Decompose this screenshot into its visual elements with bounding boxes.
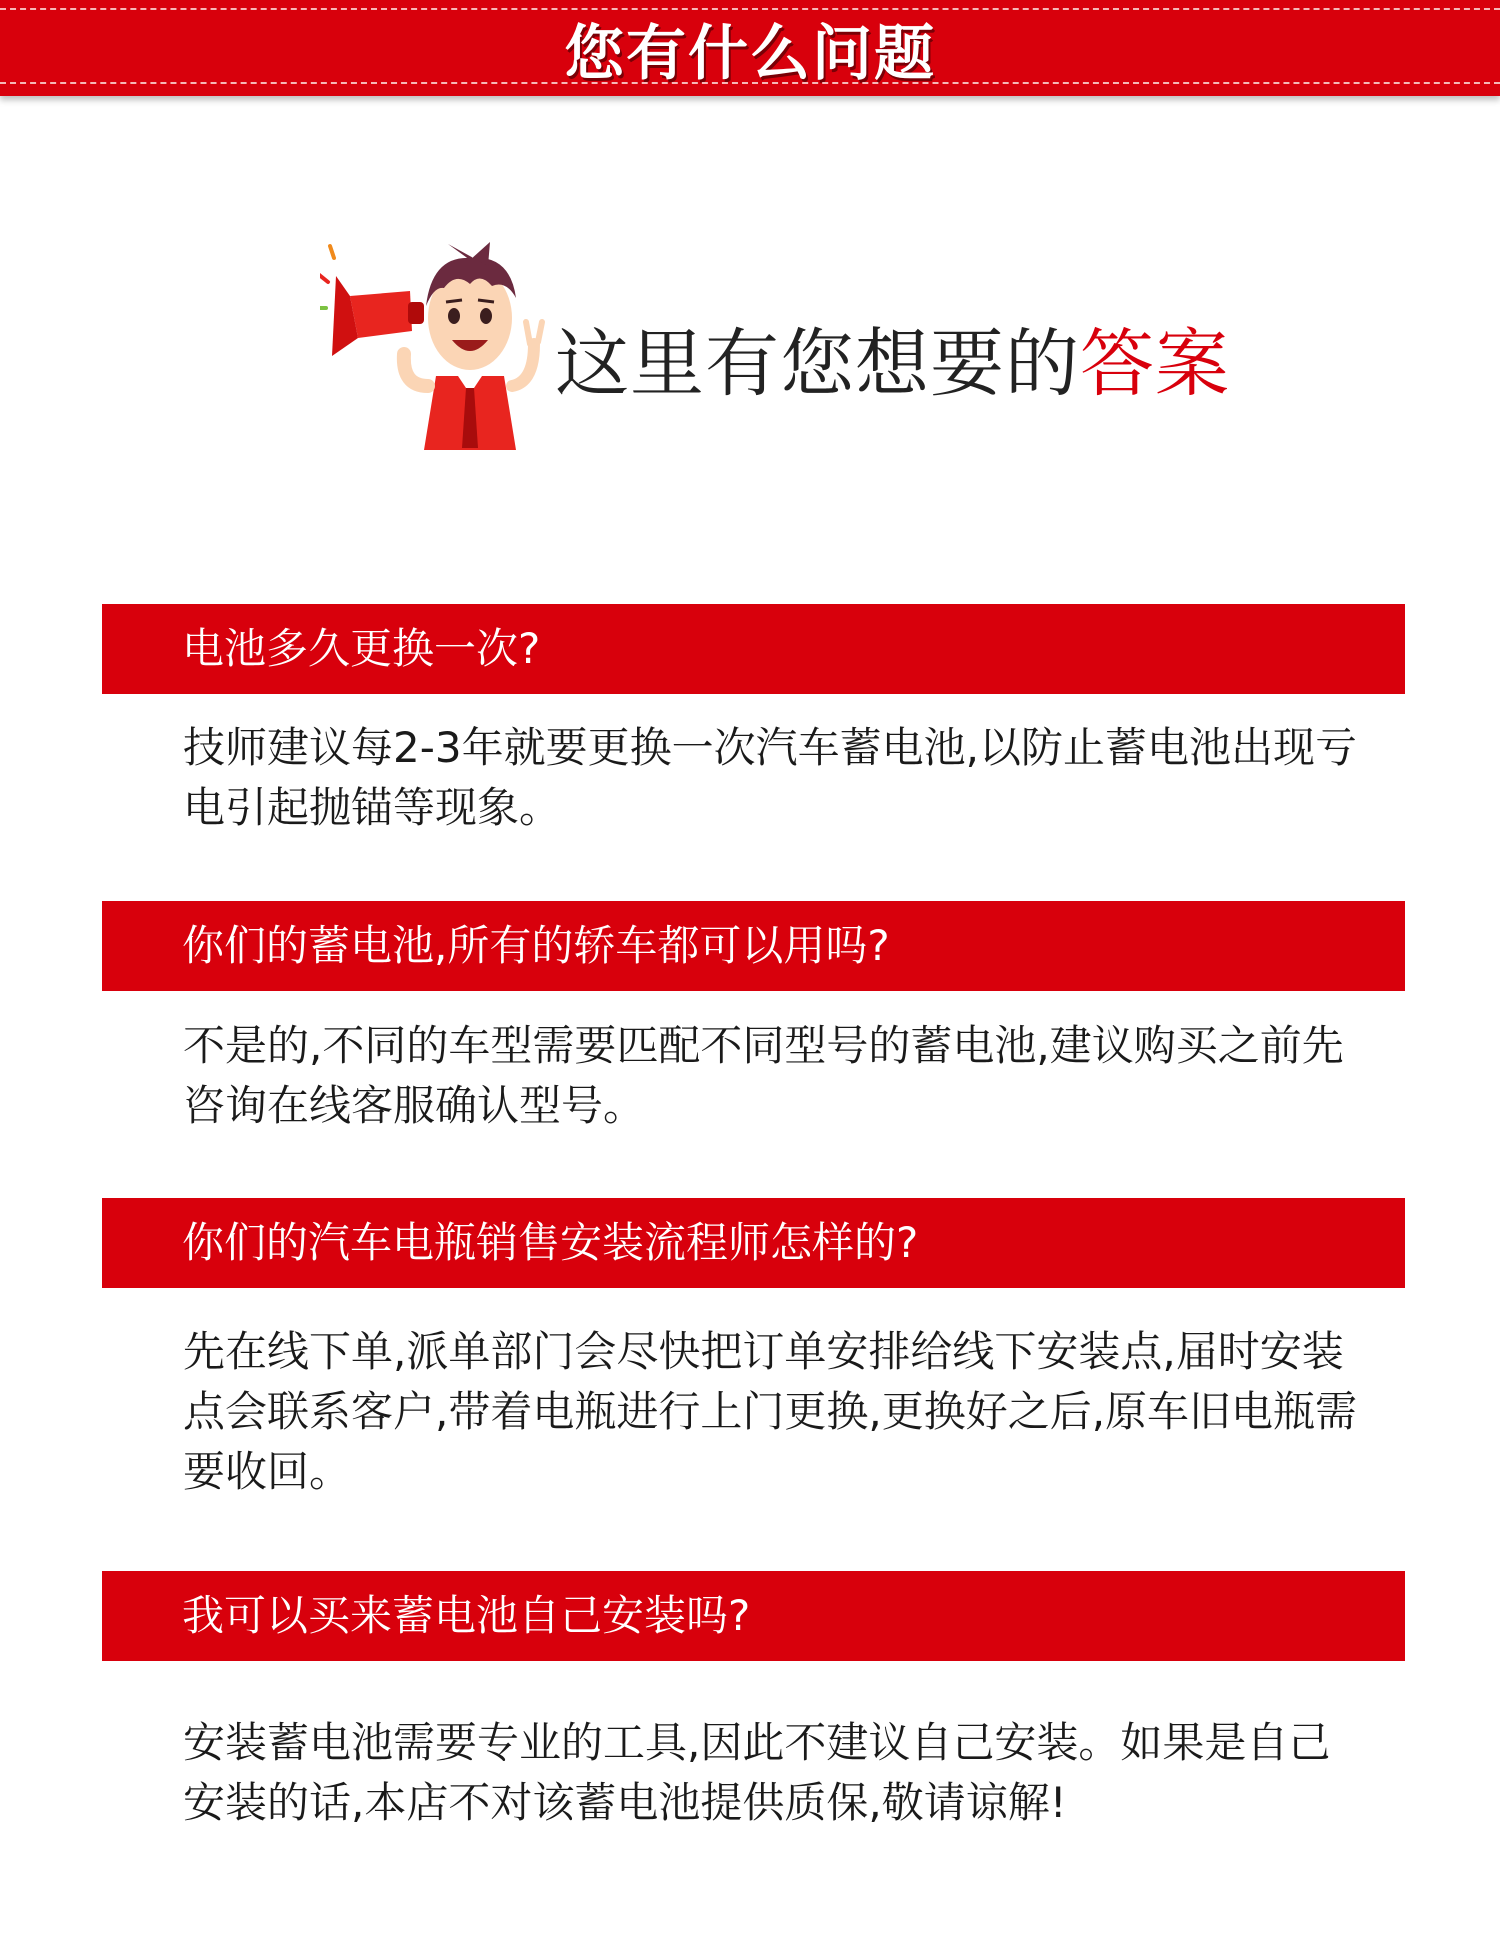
faq-question-text: 你们的汽车电瓶销售安装流程师怎样的? [182,1218,919,1267]
faq-question-4 [102,1571,1405,1661]
intro-heading [555,305,1230,411]
faq-question-text: 电池多久更换一次? [182,624,541,673]
faq-answer-4: 安装蓄电池需要专业的工具,因此不建议自己安装。如果是自己安装的话,本店不对该蓄电池提供质保,敬请谅解! [183,1718,1331,1827]
megaphone-icon [320,246,424,356]
intro-heading-accent: 答案 [1080,321,1230,407]
faq-question-3 [102,1198,1405,1288]
faq-question-1 [102,604,1405,694]
faq-answer-3: 先在线下单,派单部门会尽快把订单安排给线下安装点,届时安装点会联系客户,带着电瓶进行上门更换,更换好之后,原车旧电瓶需要收回。 [183,1327,1358,1496]
banner-dash-bottom [0,82,1500,84]
top-banner [0,0,1500,96]
mascot-megaphone-illustration [320,236,550,456]
faq-answer-1: 技师建议每2-3年就要更换一次汽车蓄电池,以防止蓄电池出现亏电引起抛锚等现象。 [183,723,1357,832]
intro-heading-main: 这里有您想要的 [555,321,1080,407]
faq-question-2 [102,901,1405,991]
faq-question-text: 你们的蓄电池,所有的轿车都可以用吗? [182,921,890,970]
faq-answer-2: 不是的,不同的车型需要匹配不同型号的蓄电池,建议购买之前先咨询在线客服确认型号。 [183,1021,1344,1130]
cartoon-man-icon [404,242,542,450]
faq-question-text: 我可以买来蓄电池自己安装吗? [182,1591,751,1640]
banner-title: 您有什么问题 [564,19,936,89]
